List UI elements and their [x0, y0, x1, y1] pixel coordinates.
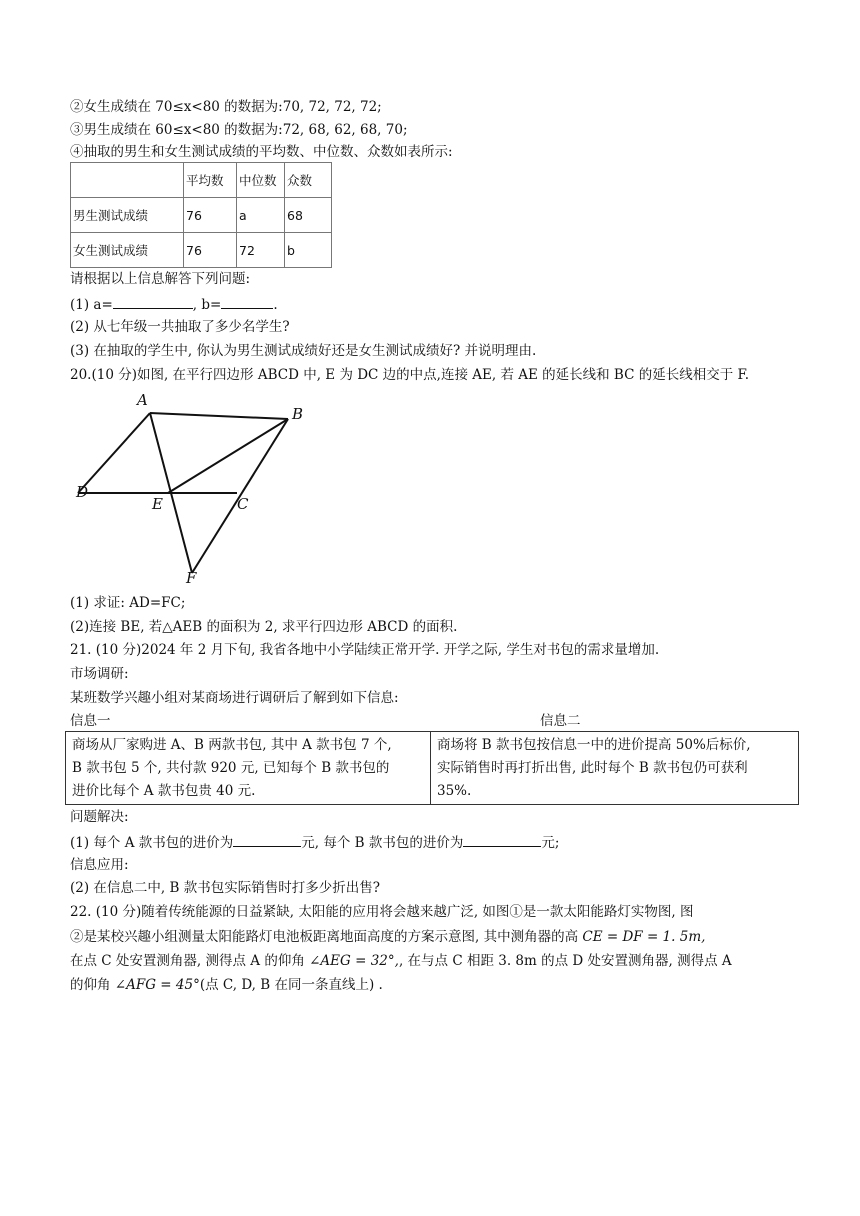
q19-part1-a: (1) a=	[70, 297, 113, 313]
table-cell: 68	[285, 198, 332, 233]
answer-blank-b[interactable]	[221, 294, 273, 309]
q22-line3-text: 在点 C 处安置测角器, 测得点 A 的仰角	[70, 953, 305, 969]
q22-line4-math: ∠AFG = 45°	[114, 977, 200, 993]
table-cell: 女生测试成绩	[71, 233, 184, 268]
table-header-cell: 平均数	[184, 163, 237, 198]
table-cell: 76	[184, 233, 237, 268]
q19-part1	[70, 294, 278, 314]
segment-ab	[150, 413, 288, 419]
line-table-intro: ④抽取的男生和女生测试成绩的平均数、中位数、众数如表所示:	[70, 144, 453, 160]
q21-part2: (2) 在信息二中, B 款书包实际销售时打多少折出售?	[70, 880, 380, 896]
info1-line: 商场从厂家购进 A、B 两款书包, 其中 A 款书包 7 个,	[72, 737, 392, 753]
label-e: E	[152, 495, 163, 513]
table-cell: 男生测试成绩	[71, 198, 184, 233]
info1-cell	[66, 732, 431, 804]
q22-line4-text: 的仰角	[70, 977, 111, 993]
info2-line: 实际销售时再打折出售, 此时每个 B 款书包仍可获利	[437, 760, 748, 776]
q22-line4-rest: (点 C, D, B 在同一条直线上) .	[199, 977, 383, 993]
line-male-scores: ③男生成绩在 60≤x<80 的数据为:72, 68, 62, 68, 70;	[70, 122, 408, 138]
table-cell: 72	[237, 233, 285, 268]
label-d: D	[76, 483, 89, 501]
table-header-cell	[71, 163, 184, 198]
label-b: B	[292, 405, 304, 423]
label-c: C	[237, 495, 249, 513]
info1-line: 进价比每个 A 款书包贵 40 元.	[72, 783, 256, 799]
table-cell: a	[237, 198, 285, 233]
q21-solve-heading: 问题解决:	[70, 809, 129, 825]
segment-da	[78, 413, 150, 493]
q20-stem: 20.(10 分)如图, 在平行四边形 ABCD 中, E 为 DC 边的中点,连接 AE, 若 AE 的延长线和 BC 的延长线相交于 F.	[70, 367, 750, 383]
q21-stem: 21. (10 分)2024 年 2 月下旬, 我省各地中小学陆续正常开学. 开学之际, 学生对书包的需求量增加.	[70, 642, 660, 658]
q19-part2: (2) 从七年级一共抽取了多少名学生?	[70, 319, 290, 335]
q21-part1-c: 元;	[541, 835, 560, 851]
info2-cell	[431, 732, 798, 804]
table-header-row	[71, 163, 332, 198]
table-row	[71, 198, 332, 233]
q21-part1-a: (1) 每个 A 款书包的进价为	[70, 835, 234, 851]
info1-line: B 款书包 5 个, 共付款 920 元, 已知每个 B 款书包的	[72, 760, 390, 776]
info2-line: 商场将 B 款书包按信息一中的进价提高 50%后标价,	[437, 737, 751, 753]
table-cell: 76	[184, 198, 237, 233]
q19-prompt: 请根据以上信息解答下列问题:	[70, 271, 251, 287]
table-header-cell: 众数	[285, 163, 332, 198]
table-cell: b	[285, 233, 332, 268]
q21-part1	[70, 832, 559, 852]
q22-line3-math: ∠AEG = 32°,	[309, 953, 399, 969]
label-f: F	[186, 569, 197, 587]
info1-title: 信息一	[70, 713, 111, 729]
q22-line1: 22. (10 分)随着传统能源的日益紧缺, 太阳能的应用将会越来越广泛, 如图①是一款太阳能路灯实物图, 图	[70, 904, 694, 920]
table-row	[71, 233, 332, 268]
q21-part1-b: 元, 每个 B 款书包的进价为	[301, 835, 464, 851]
answer-blank-a-price[interactable]	[233, 832, 301, 847]
q21-apply-heading: 信息应用:	[70, 857, 129, 873]
answer-blank-a[interactable]	[113, 294, 193, 309]
q22-line2-math: CE = DF = 1. 5m,	[582, 929, 706, 945]
line-female-scores: ②女生成绩在 70≤x<80 的数据为:70, 72, 72, 72;	[70, 99, 382, 115]
info2-title: 信息二	[540, 713, 581, 729]
label-a: A	[137, 391, 148, 409]
q20-part1: (1) 求证: AD=FC;	[70, 595, 186, 611]
q19-part3: (3) 在抽取的学生中, 你认为男生测试成绩好还是女生测试成绩好? 并说明理由.	[70, 343, 537, 359]
q22-line3-rest: , 在与点 C 相距 3. 8m 的点 D 处安置测角器, 测得点 A	[398, 953, 732, 969]
q22-line3	[70, 952, 732, 970]
q19-part1-c: .	[273, 297, 278, 313]
parallelogram-figure	[70, 385, 310, 590]
q22-line2-text: ②是某校兴趣小组测量太阳能路灯电池板距离地面高度的方案示意图, 其中测角器的高	[70, 929, 579, 945]
q22-line2	[70, 928, 705, 946]
answer-blank-b-price[interactable]	[463, 832, 541, 847]
table-header-cell: 中位数	[237, 163, 285, 198]
q21-intro: 某班数学兴趣小组对某商场进行调研后了解到如下信息:	[70, 690, 399, 706]
q21-market: 市场调研:	[70, 666, 129, 682]
figure-lines	[78, 413, 288, 573]
q19-part1-b: , b=	[192, 297, 222, 313]
q22-line4	[70, 976, 383, 994]
stats-table	[70, 162, 332, 268]
info2-line: 35%.	[437, 783, 472, 799]
info-table	[65, 731, 799, 805]
q20-part2: (2)连接 BE, 若△AEB 的面积为 2, 求平行四边形 ABCD 的面积.	[70, 619, 458, 635]
segment-eb	[168, 419, 288, 493]
